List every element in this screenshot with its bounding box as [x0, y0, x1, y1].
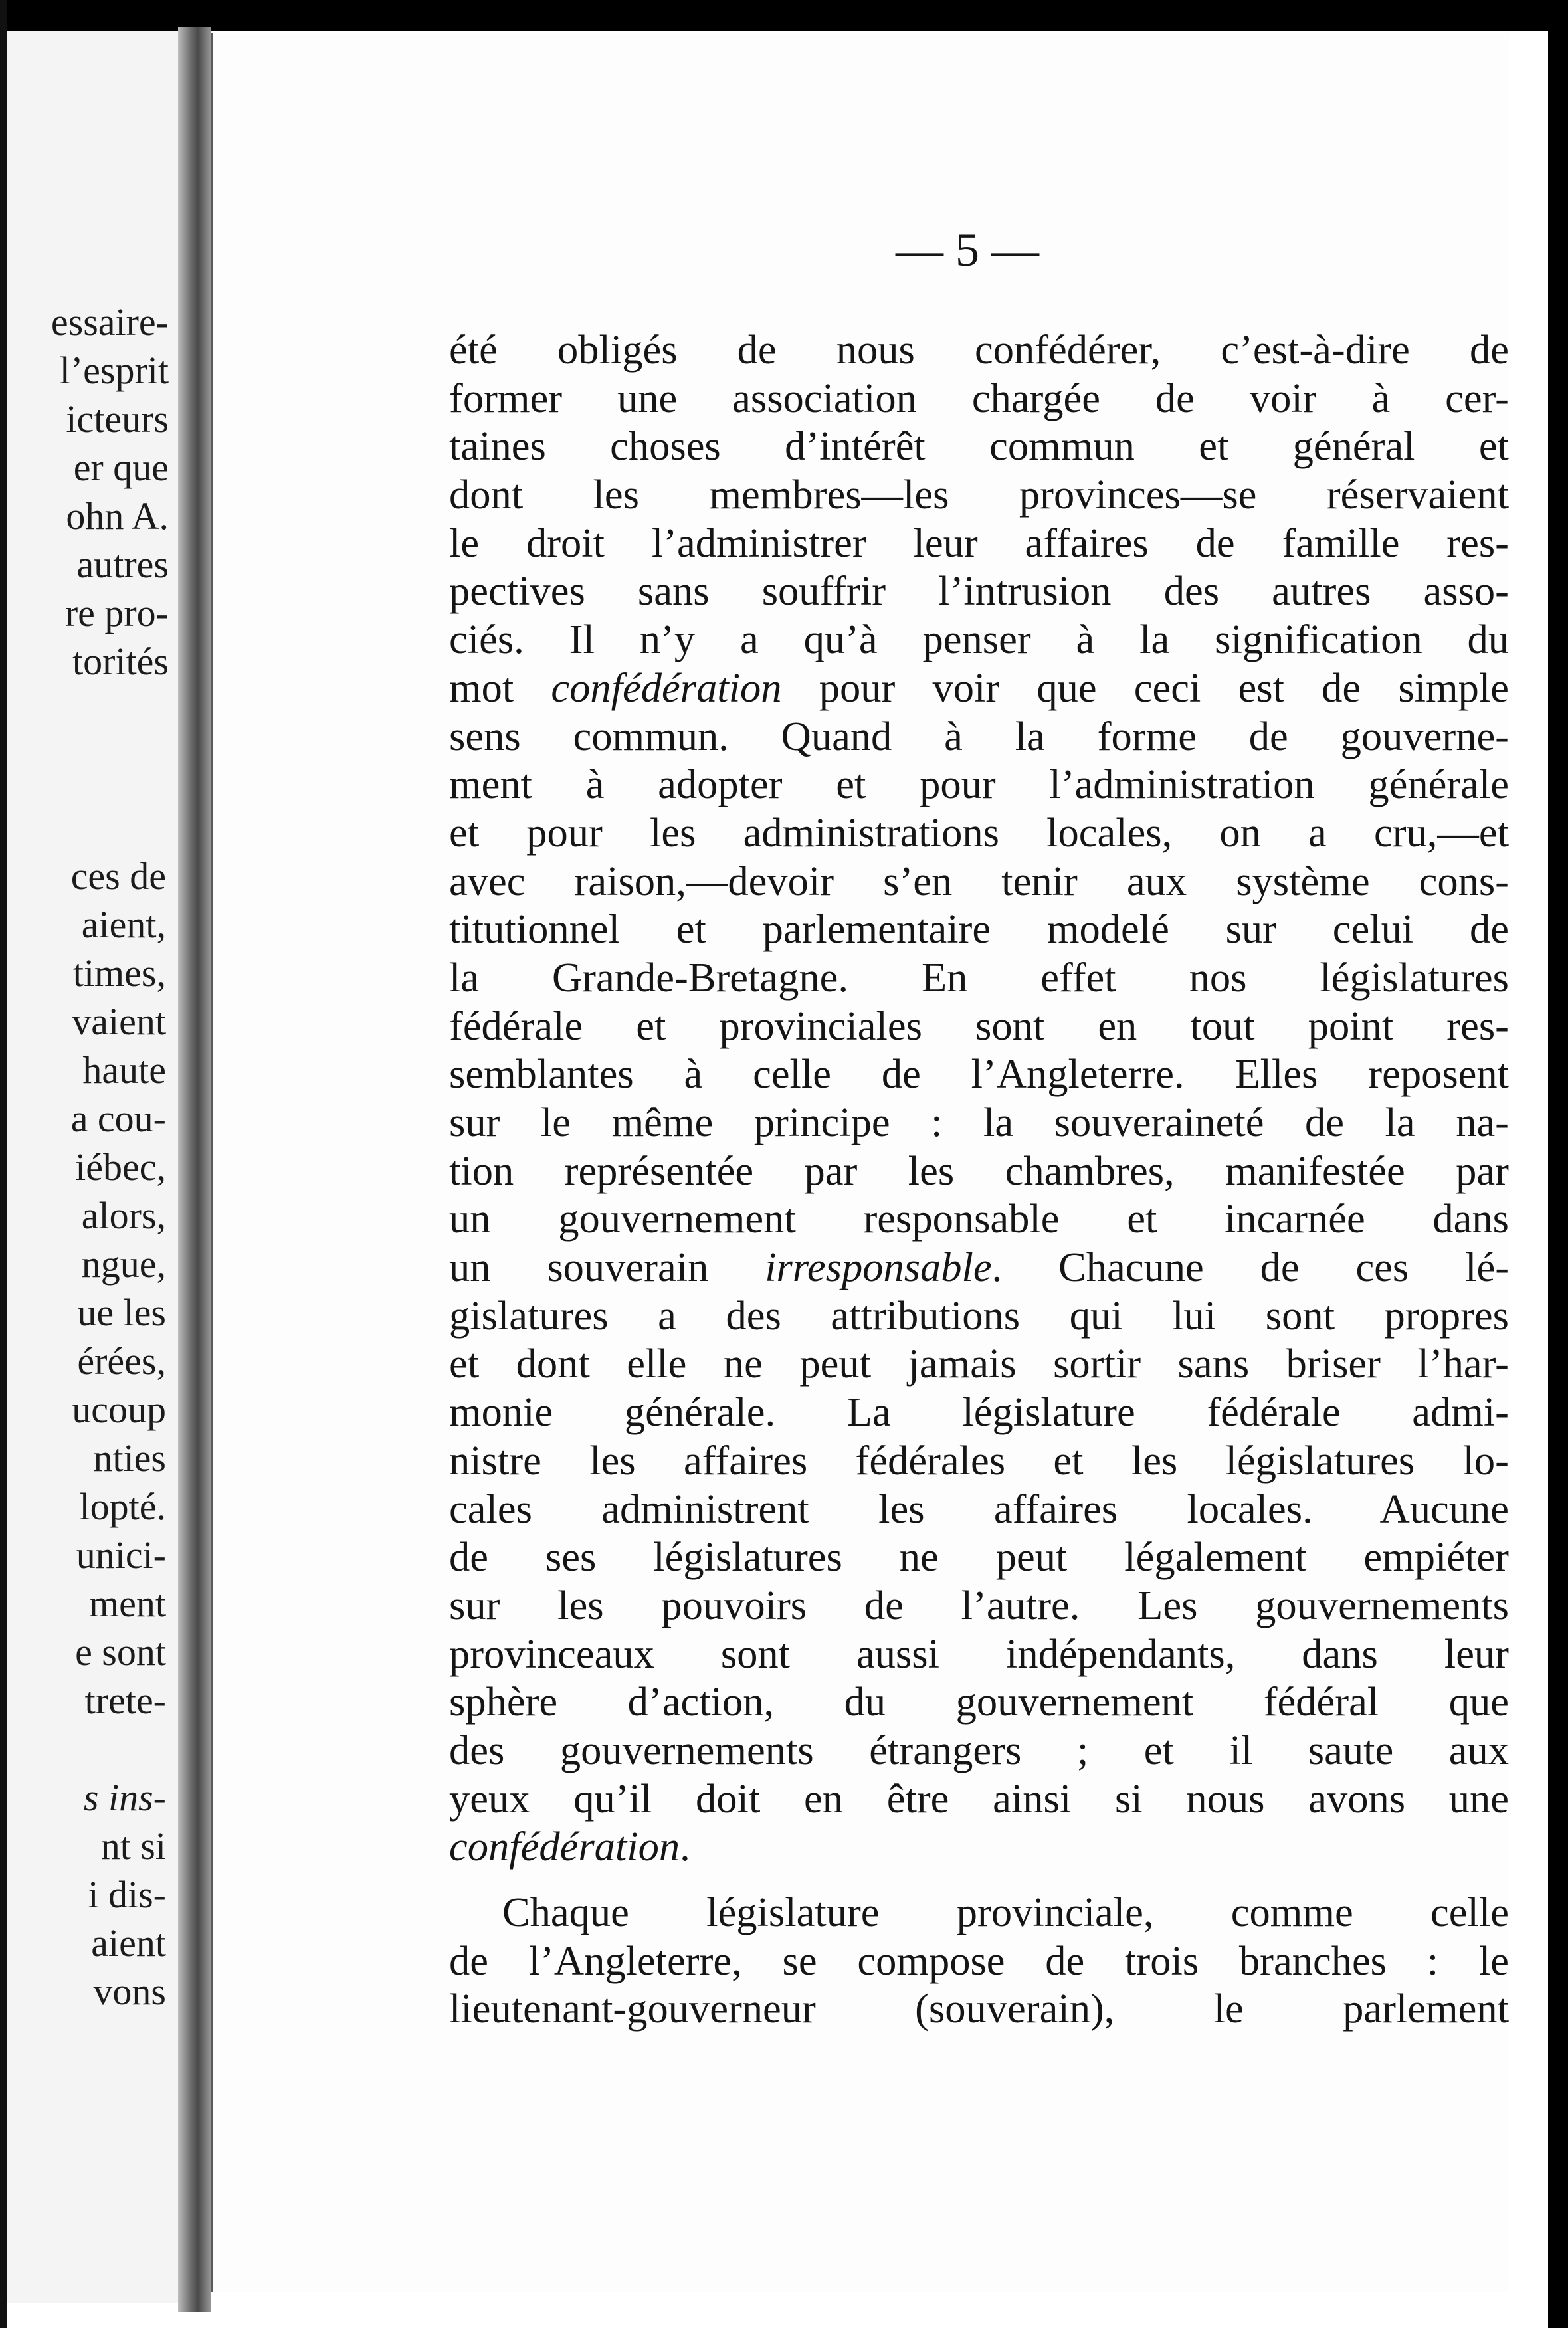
text-line: de l’Angleterre, se compose de trois branches : le [449, 1937, 1509, 1984]
text-line: la Grande-Bretagne. En effet nos législatures [449, 953, 1509, 1001]
facing-line: i dis- [88, 1873, 166, 1916]
facing-line: ohn A. [66, 494, 169, 537]
paragraph-gap [449, 1871, 1509, 1888]
text-line: des gouvernements étrangers ; et il saute aux [449, 1726, 1509, 1773]
facing-line: icteurs [66, 397, 169, 440]
facing-line: unici- [76, 1533, 166, 1577]
scan-border-right [1548, 0, 1568, 2328]
text-line: sur les pouvoirs de l’autre. Les gouvernements [449, 1581, 1509, 1628]
facing-line: alors, [81, 1194, 166, 1237]
text-line: avec raison,—devoir s’en tenir aux système cons- [449, 857, 1509, 904]
text-line: taines choses d’intérêt commun et général et [449, 423, 1509, 470]
facing-line: ngue, [81, 1242, 166, 1286]
text-line: tion représentée par les chambres, manifestée par [449, 1147, 1509, 1194]
emphasis-text: confédération [551, 664, 782, 711]
text-line: semblantes à celle de l’Angleterre. Elles reposent [449, 1050, 1509, 1098]
facing-line: ucoup [72, 1388, 166, 1431]
facing-line: trete- [84, 1679, 166, 1722]
facing-line: haute [82, 1048, 166, 1092]
text-line: nistre les affaires fédérales et les législatures lo- [449, 1436, 1509, 1484]
text-line: ciés. Il n’y a qu’à penser à la signification du [449, 616, 1509, 663]
facing-line: ue les [77, 1291, 166, 1334]
text-line: et dont elle ne peut jamais sortir sans briser l’har- [449, 1340, 1509, 1387]
facing-line: l’esprit [59, 349, 169, 392]
text-line: ment à adopter et pour l’administration générale [449, 761, 1509, 808]
facing-line: times, [72, 951, 166, 995]
facing-line: érées, [77, 1339, 166, 1383]
facing-line: re pro- [64, 591, 169, 634]
facing-line: vaient [72, 1000, 166, 1043]
text-line: sens commun. Quand à la forme de gouverne- [449, 712, 1509, 759]
facing-line: torités [72, 640, 169, 683]
text-line: un gouvernement responsable et incarnée dans [449, 1195, 1509, 1242]
text-line: provinceaux sont aussi indépendants, dans leur [449, 1630, 1509, 1677]
facing-line: autres [76, 543, 169, 586]
text-line: sur le même principe : la souveraineté de la na- [449, 1099, 1509, 1145]
facing-line: vons [93, 1970, 166, 2013]
facing-line: lopté. [79, 1485, 166, 1528]
text-line: confédération. [449, 1823, 690, 1870]
page-number: — 5 — [896, 223, 1039, 276]
book-page [211, 33, 1509, 2292]
text-line: mot confédération pour voir que ceci est de simple [449, 664, 1509, 711]
facing-line: e sont [75, 1630, 166, 1674]
text-line: monie générale. La législature fédérale admi- [449, 1389, 1509, 1436]
text-line: sphère d’action, du gouvernement fédéral que [449, 1678, 1509, 1725]
facing-page-fragment [7, 31, 178, 2303]
text-line: titutionnel et parlementaire modelé sur celui de [449, 906, 1509, 953]
paragraph-container [449, 326, 1509, 2033]
text-line: dont les membres—les provinces—se réservaient [449, 471, 1509, 518]
facing-line: aient [91, 1921, 166, 1965]
book-gutter [178, 27, 211, 2312]
text-line: Chaque législature provinciale, comme celle [502, 1889, 1509, 1935]
facing-line: s ins- [83, 1776, 166, 1819]
text-line: yeux qu’il doit en être ainsi si nous avons une [449, 1775, 1509, 1822]
facing-line: nt si [100, 1824, 166, 1868]
text-line: gislatures a des attributions qui lui sont propres [449, 1292, 1509, 1339]
text-line: former une association chargée de voir à cer- [449, 374, 1509, 421]
text-line: le droit l’administrer leur affaires de famille res- [449, 519, 1509, 566]
facing-line: essaire- [50, 300, 169, 343]
facing-line: ment [89, 1582, 166, 1625]
text-line: un souverain irresponsable. Chacune de ces lé- [449, 1244, 1510, 1291]
facing-line: nties [93, 1436, 166, 1480]
text-line: fédérale et provinciales sont en tout point res- [449, 1002, 1509, 1049]
text-line: été obligés de nous confédérer, c’est-à-dire de [449, 326, 1509, 373]
facing-line: er que [73, 446, 169, 489]
text-line: cales administrent les affaires locales. Aucune [449, 1485, 1509, 1532]
scan-border-top [0, 0, 1568, 31]
text-line: et pour les administrations locales, on a cru,—et [449, 809, 1509, 856]
facing-line: ces de [70, 854, 166, 898]
text-line: de ses législatures ne peut légalement empiéter [449, 1533, 1509, 1581]
body-text [449, 326, 1509, 2033]
facing-line: a cou- [70, 1097, 166, 1140]
text-line: lieutenant-gouverneur (souverain), le parlement [449, 1985, 1509, 2032]
text-line: pectives sans souffrir l’intrusion des autres asso- [449, 567, 1509, 615]
emphasis-text: confédération [449, 1823, 680, 1870]
emphasis-text: irresponsable [765, 1244, 992, 1291]
scan-border-left [0, 0, 7, 2328]
facing-line: iébec, [75, 1145, 166, 1189]
facing-line: aient, [81, 903, 166, 946]
